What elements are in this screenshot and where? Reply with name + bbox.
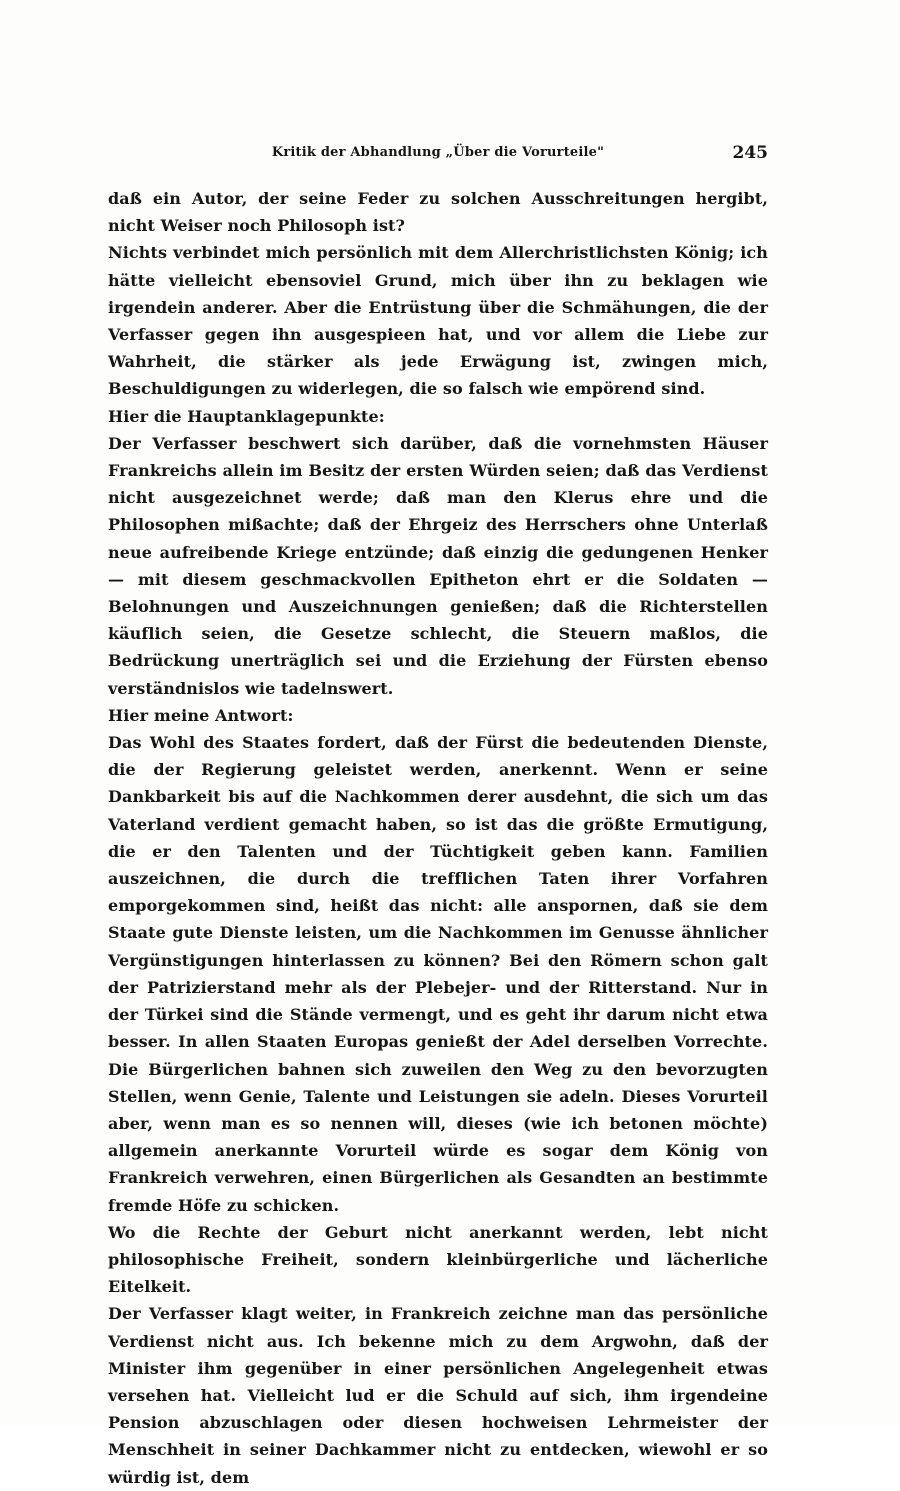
paragraph: Der Verfasser beschwert sich darüber, daß die vornehmsten Häuser Frankreichs allein im Besitz der ersten Würden seien; daß das Verdienst nicht ausgezeichnet werde; daß man den Klerus ehre und die Philosophen mißachte; daß der Ehrgeiz des Herrschers ohne Unterlaß neue aufreibende Kriege entzünde; daß einzig die gedungenen Henker — mit diesem geschmackvollen Epitheton ehrt er die Soldaten — Belohnungen und Auszeichnungen genießen; daß die Richterstellen käuflich seien, die Gesetze schlecht, die Steuern maßlos, die Bedrückung unerträglich sei und die Erziehung der Fürsten ebenso verständnislos wie tadelnswert. [108,433,768,698]
running-head [108,143,768,167]
paragraph: Wo die Rechte der Geburt nicht anerkannt werden, lebt nicht philosophische Freiheit, sondern kleinbürgerliche und lächerliche Eitelkeit. [108,1222,768,1297]
paragraph-continuation: daß ein Autor, der seine Feder zu solchen Ausschreitungen hergibt, nicht Weiser noch Philosoph ist? [108,189,768,236]
page-number: 245 [732,143,768,163]
paragraph: Der Verfasser klagt weiter, in Frankreich zeichne man das persönliche Verdienst nicht aus. Ich bekenne mich zu dem Argwohn, daß der Minister ihm gegenüber in einer persönlichen Angelegenheit etwas versehen hat. Vielleicht lud er die Schuld auf sich, ihm irgendeine Pension abzuschlagen oder diesen hochweisen Lehrmeister der Menschheit in seiner Dachkammer nicht zu entdecken, wiewohl er so würdig ist, dem [108,1304,768,1487]
paragraph: Das Wohl des Staates fordert, daß der Fürst die bedeutenden Dienste, die der Regierung geleistet werden, anerkennt. Wenn er seine Dankbarkeit bis auf die Nachkommen derer ausdehnt, die sich um das Vaterland verdient gemacht haben, so ist das die größte Ermutigung, die er den Talenten und der Tüchtigkeit geben kann. Familien auszeichnen, die durch die trefflichen Taten ihrer Vorfahren emporgekommen sind, heißt das nicht: alle anspornen, daß sie dem Staate gute Dienste leisten, um die Nachkommen im Genusse ähnlicher Vergünstigungen hinterlassen zu können? Bei den Römern schon galt der Patrizierstand mehr als der Plebejer- und der Ritterstand. Nur in der Türkei sind die Stände vermengt, und es geht ihr darum nicht etwa besser. In allen Staaten Europas genießt der Adel derselben Vorrechte. Die Bürgerlichen bahnen sich zuweilen den Weg zu den bevorzugten Stellen, wenn Genie, Talente und Leistungen sie adeln. Dieses Vorurteil aber, wenn man es so nennen will, dieses (wie ich betonen möchte) allgemein anerkannte Vorurteil würde es sogar dem König von Frankreich verwehren, einen Bürgerlichen als Gesandten an bestimmte fremde Höfe zu schicken. [108,733,768,1215]
running-title: Kritik der Abhandlung „Über die Vorurteile" [271,145,605,160]
paragraph-heading: Hier die Hauptanklagepunkte: [108,406,385,426]
body-text [108,185,768,1491]
paragraph: Nichts verbindet mich persönlich mit dem Allerchristlichsten König; ich hätte vielleicht ebensoviel Grund, mich über ihn zu beklagen wie irgendein anderer. Aber die Entrüstung über die Schmähungen, die der Verfasser gegen ihn ausgespieen hat, und vor allem die Liebe zur Wahrheit, die stärker als jede Erwägung ist, zwingen mich, Beschuldigungen zu widerlegen, die so falsch wie empörend sind. [108,243,768,399]
paragraph-heading: Hier meine Antwort: [108,705,294,725]
